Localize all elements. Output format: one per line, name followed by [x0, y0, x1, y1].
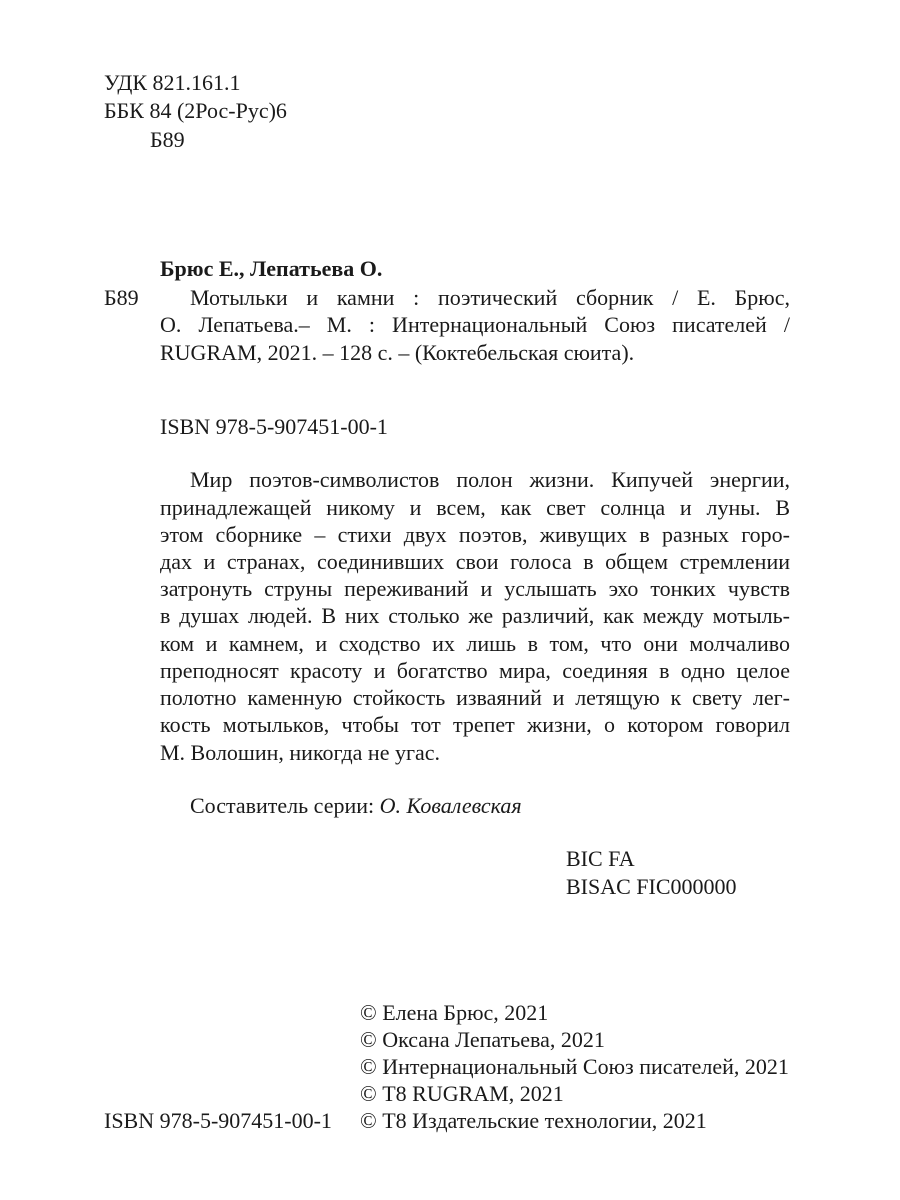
- annotation-line-8: преподносят красоту и богатство мира, соединяя в одно целое: [160, 658, 790, 683]
- description-line-3: RUGRAM, 2021. – 128 с. – (Коктебельская сюита).: [160, 340, 635, 365]
- isbn-main: ISBN 978-5-907451-00-1: [160, 414, 388, 439]
- annotation-line-9: полотно каменную стойкость изваяний и летящую к свету лег-: [160, 685, 790, 710]
- description-line-2: О. Лепатьева.– М. : Интернациональный Союз писателей /: [160, 312, 790, 337]
- author-sign: Б89: [104, 285, 139, 310]
- series-compiler-name: О. Ковалевская: [379, 793, 522, 818]
- series-compiler: [190, 793, 522, 819]
- udk-code: УДК 821.161.1: [104, 70, 241, 95]
- copyright-line-5: © Т8 Издательские технологии, 2021: [360, 1108, 707, 1133]
- annotation-line-5: затронуть струны переживаний и услышать эхо тонких чувств: [160, 576, 790, 601]
- copyright-line-1: © Елена Брюс, 2021: [360, 1000, 549, 1025]
- isbn-footer: ISBN 978-5-907451-00-1: [104, 1108, 332, 1133]
- copyright-line-3: © Интернациональный Союз писателей, 2021: [360, 1054, 789, 1079]
- bic-code: BIC FA: [566, 846, 635, 871]
- annotation-line-7: ком и камнем, и сходство их лишь в том, что они молчаливо: [160, 631, 790, 656]
- annotation-line-6: в душах людей. В них столько же различий, как между мотыль-: [160, 603, 790, 628]
- bisac-code: BISAC FIC000000: [566, 874, 737, 899]
- authors-heading: Брюс Е., Лепатьева О.: [160, 256, 383, 281]
- annotation-line-4: дах и странах, соединивших свои голоса в общем стремлении: [160, 549, 790, 574]
- annotation-line-10: кость мотыльков, чтобы тот трепет жизни, о котором говорил: [160, 712, 790, 737]
- author-sign-top: Б89: [150, 127, 185, 152]
- annotation-line-11: М. Волошин, никогда не угас.: [160, 740, 441, 765]
- series-label: Составитель серии:: [190, 793, 375, 818]
- annotation-line-2: принадлежащей никому и всем, как свет солнца и луны. В: [160, 495, 790, 520]
- annotation-line-3: этом сборнике – стихи двух поэтов, живущих в разных горо-: [160, 522, 790, 547]
- annotation-line-1: Мир поэтов-символистов полон жизни. Кипучей энергии,: [190, 467, 790, 492]
- description-line-1: Мотыльки и камни : поэтический сборник / Е. Брюс,: [190, 285, 790, 310]
- copyright-line-4: © Т8 RUGRAM, 2021: [360, 1081, 564, 1106]
- copyright-line-2: © Оксана Лепатьева, 2021: [360, 1027, 605, 1052]
- bbk-code: ББК 84 (2Рос-Рус)6: [104, 98, 287, 123]
